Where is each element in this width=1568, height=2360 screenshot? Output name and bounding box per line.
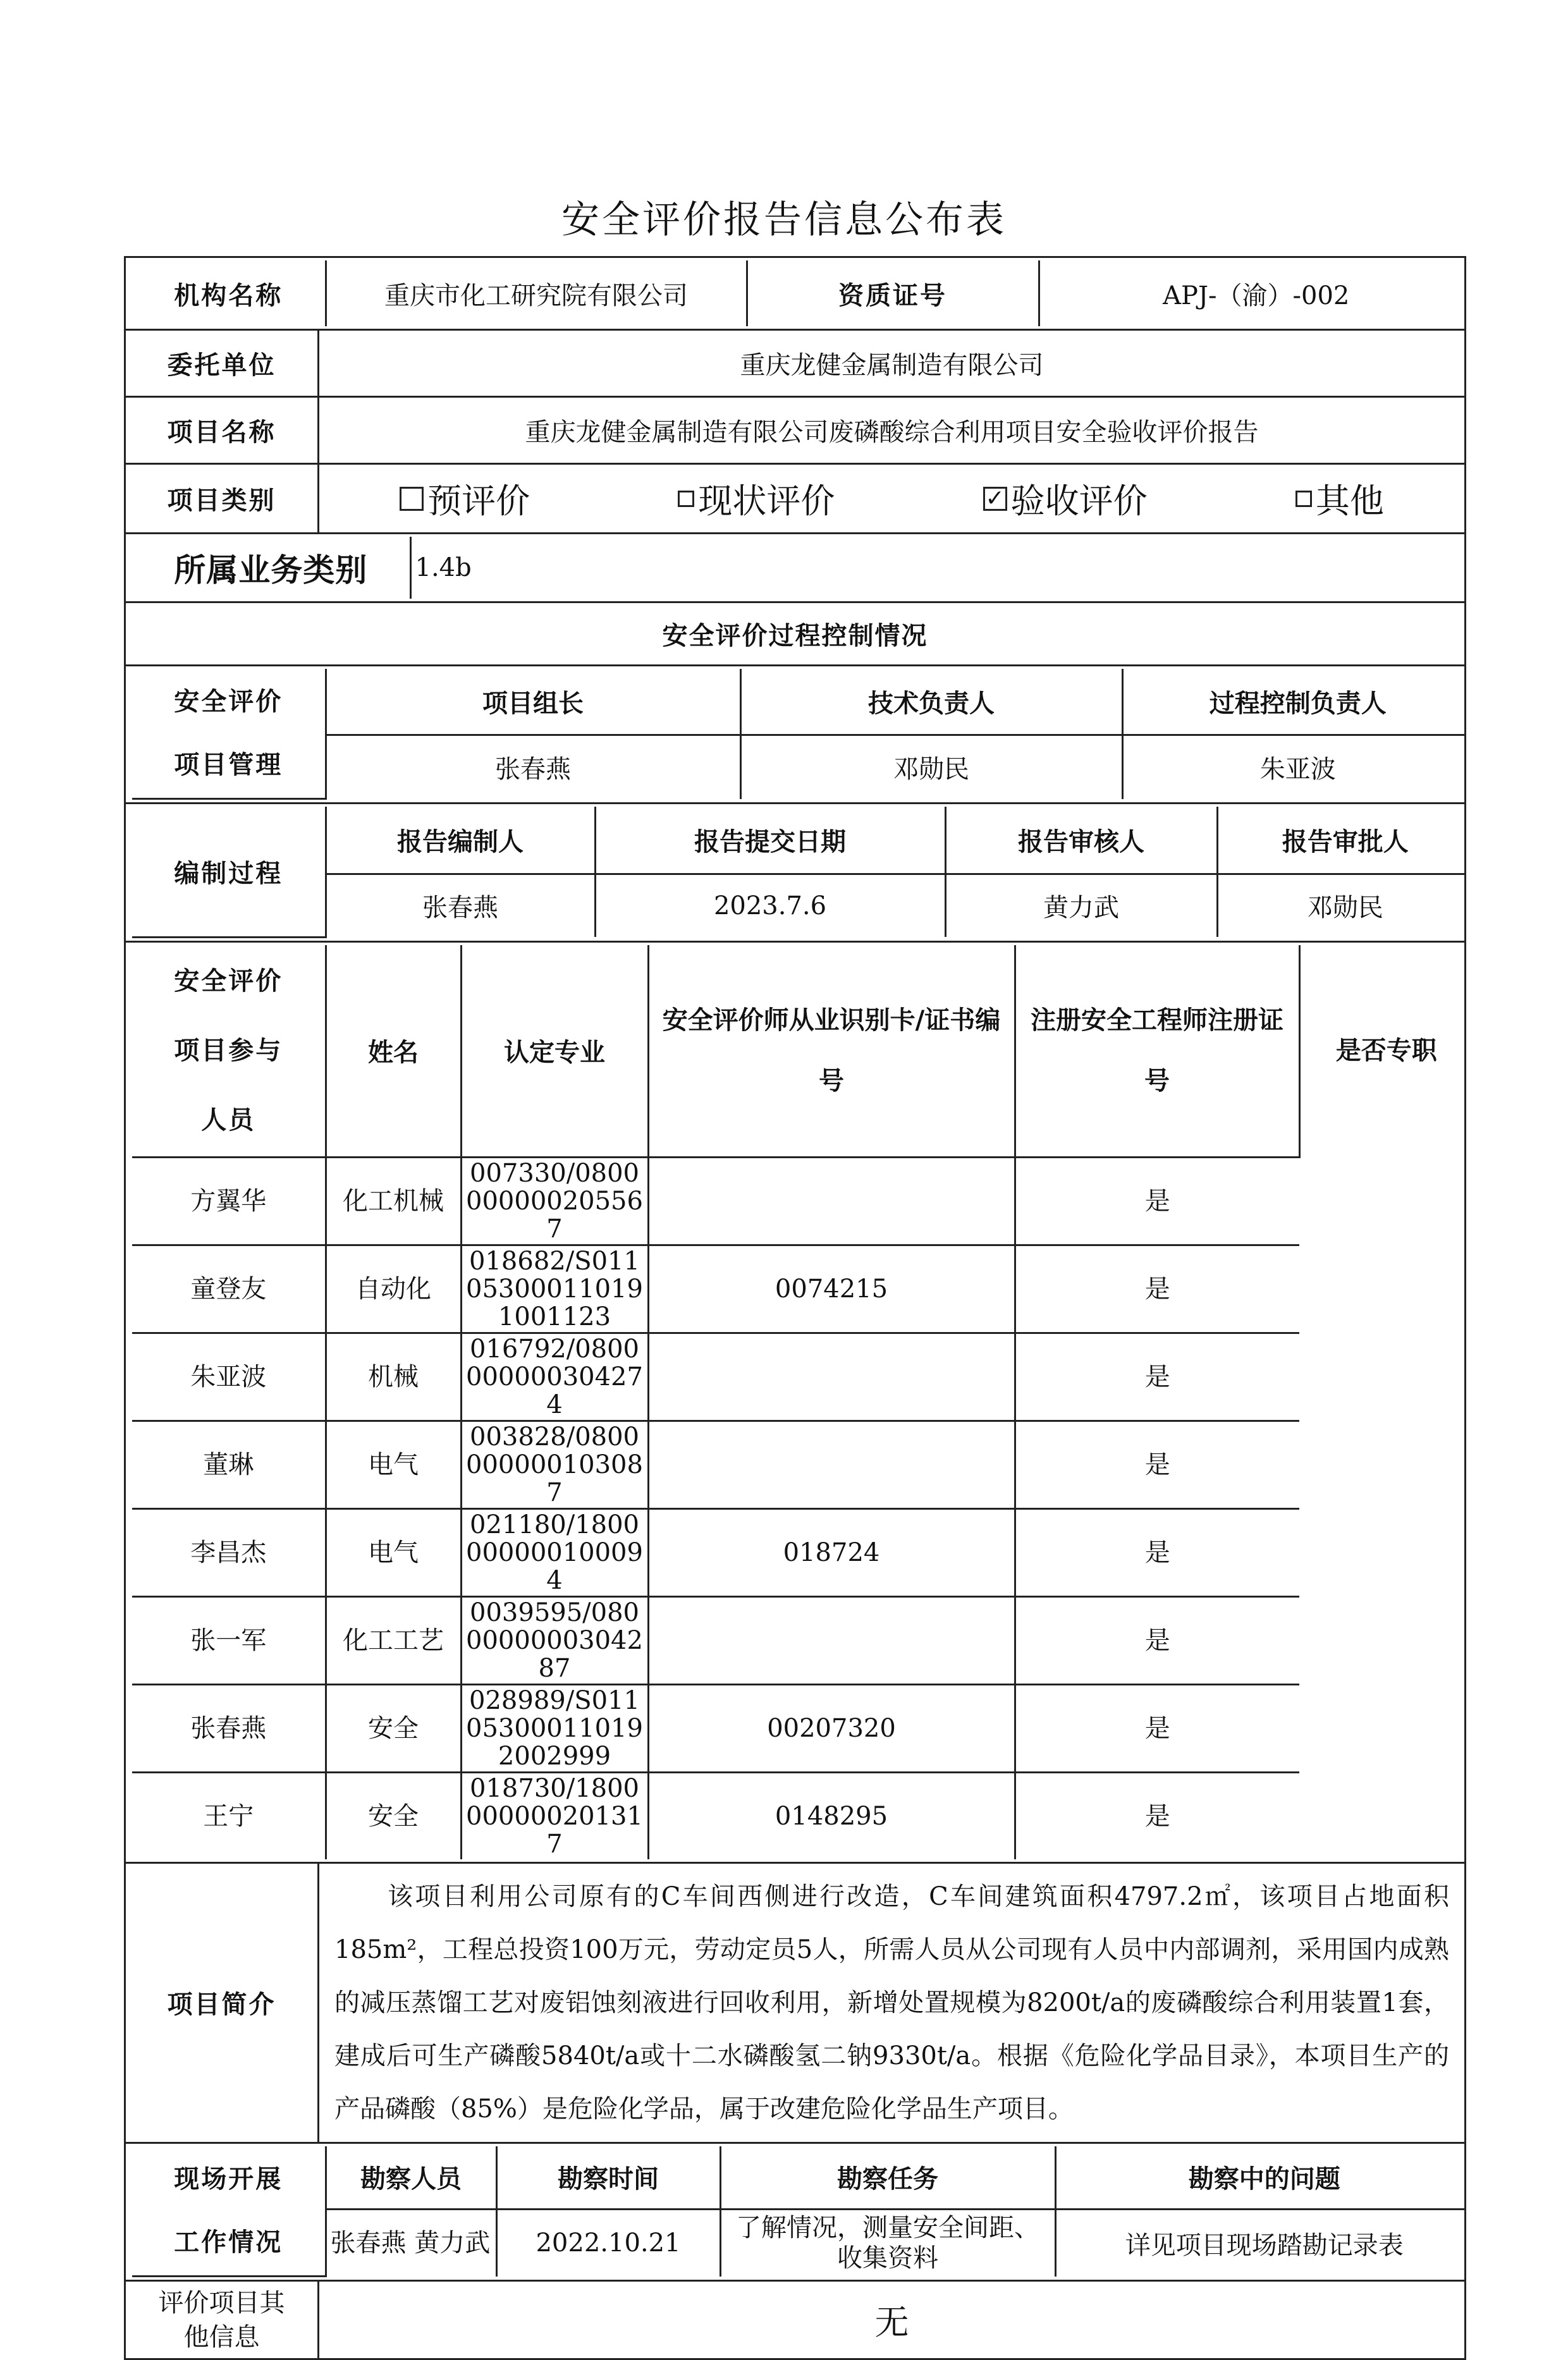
participant-name: 王宁 bbox=[132, 1772, 326, 1859]
participant-card: 0039595/0800000000304287 bbox=[461, 1596, 648, 1684]
participant-name: 张春燕 bbox=[132, 1684, 326, 1772]
participant-row bbox=[132, 1508, 1466, 1596]
checkbox-icon[interactable] bbox=[400, 487, 424, 511]
participant-fulltime: 是 bbox=[1015, 1421, 1299, 1508]
category-options bbox=[319, 464, 1466, 534]
compilation-value: 邓勋民 bbox=[1217, 874, 1466, 937]
business-value: 1.4b bbox=[410, 537, 1466, 599]
project-value: 重庆龙健金属制造有限公司废磷酸综合利用项目安全验收评价报告 bbox=[319, 397, 1466, 464]
site-label-line2: 工作情况 bbox=[174, 2227, 283, 2257]
participants-table bbox=[132, 945, 1466, 1859]
participant-major: 安全 bbox=[326, 1684, 461, 1772]
participant-card: 007330/0800000000205567 bbox=[461, 1157, 648, 1245]
site-value: 张春燕 黄力武 bbox=[326, 2210, 496, 2277]
participant-card: 016792/0800000000304274 bbox=[461, 1333, 648, 1421]
participants-header: 注册安全工程师注册证号 bbox=[1015, 945, 1299, 1158]
participant-card: 021180/1800000000100094 bbox=[461, 1508, 648, 1596]
participant-fulltime: 是 bbox=[1015, 1333, 1299, 1421]
participant-name: 朱亚波 bbox=[132, 1333, 326, 1421]
participant-card: 028989/S011053000110192002999 bbox=[461, 1684, 648, 1772]
site-value: 了解情况，测量安全间距、收集资料 bbox=[720, 2210, 1055, 2277]
compilation-value: 黄力武 bbox=[945, 874, 1217, 937]
business-row bbox=[125, 534, 1466, 602]
category-option-label: 现状评价 bbox=[698, 481, 835, 521]
management-label-line1: 安全评价 bbox=[174, 687, 283, 716]
participant-fulltime: 是 bbox=[1015, 1245, 1299, 1333]
participants-header: 是否专职 bbox=[1299, 945, 1466, 1158]
participant-reg bbox=[648, 1421, 1015, 1508]
business-label: 所属业务类别 bbox=[132, 537, 410, 599]
management-header: 技术负责人 bbox=[740, 669, 1122, 735]
participant-reg: 0148295 bbox=[648, 1772, 1015, 1859]
management-value: 邓勋民 bbox=[740, 735, 1122, 799]
summary-text: 该项目利用公司原有的C车间西侧进行改造，C车间建筑面积4797.2㎡，该项目占地面积185m²，工程总投资100万元，劳动定员5人，所需人员从公司现有人员中内部调剂，采用国内成熟的减压蒸馏工艺对废铝蚀刻液进行回收利用，新增处置规模为8200t/a的废磷酸综合利用装置1套，建成后可生产磷酸5840t/a或十二水磷酸氢二钠9330t/a。根据《危险化学品目录》，本项目生产的产品磷酸（85%）是危险化学品，属于改建危险化学品生产项目。 bbox=[319, 1862, 1466, 2143]
cert-value: APJ-（渝）-002 bbox=[1039, 260, 1466, 326]
other-label bbox=[125, 2281, 319, 2359]
participant-major: 电气 bbox=[326, 1421, 461, 1508]
project-label: 项目名称 bbox=[125, 397, 319, 464]
other-label-line1: 评价项目其 bbox=[158, 2288, 285, 2318]
site-label bbox=[132, 2146, 326, 2277]
participant-name: 李昌杰 bbox=[132, 1508, 326, 1596]
other-label-line2: 他信息 bbox=[183, 2322, 260, 2352]
participant-fulltime: 是 bbox=[1015, 1157, 1299, 1245]
category-option-label: 其他 bbox=[1315, 481, 1384, 521]
participant-fulltime: 是 bbox=[1015, 1772, 1299, 1859]
management-header: 项目组长 bbox=[326, 669, 740, 735]
management-header: 过程控制负责人 bbox=[1122, 669, 1466, 735]
compilation-header: 报告提交日期 bbox=[595, 807, 945, 874]
management-value: 朱亚波 bbox=[1122, 735, 1466, 799]
participant-row bbox=[132, 1684, 1466, 1772]
site-header: 勘察中的问题 bbox=[1055, 2146, 1466, 2210]
client-value: 重庆龙健金属制造有限公司 bbox=[319, 330, 1466, 397]
participant-row bbox=[132, 1157, 1466, 1245]
participants-header: 认定专业 bbox=[461, 945, 648, 1158]
participant-major: 化工工艺 bbox=[326, 1596, 461, 1684]
category-option[interactable] bbox=[400, 474, 530, 523]
summary-label: 项目简介 bbox=[125, 1862, 319, 2143]
org-value: 重庆市化工研究院有限公司 bbox=[326, 260, 747, 326]
participant-reg bbox=[648, 1157, 1015, 1245]
compilation-row bbox=[125, 804, 1466, 942]
category-label: 项目类别 bbox=[125, 464, 319, 534]
compilation-value: 2023.7.6 bbox=[595, 874, 945, 937]
participant-major: 电气 bbox=[326, 1508, 461, 1596]
category-option-label: 验收评价 bbox=[1010, 481, 1148, 521]
management-label-line2: 项目管理 bbox=[174, 750, 283, 780]
site-header: 勘察人员 bbox=[326, 2146, 496, 2210]
participants-label-line2: 项目参与 bbox=[174, 1036, 283, 1065]
participant-reg: 0074215 bbox=[648, 1245, 1015, 1333]
participant-row bbox=[132, 1421, 1466, 1508]
site-header: 勘察时间 bbox=[496, 2146, 720, 2210]
cert-label: 资质证号 bbox=[747, 260, 1039, 326]
participant-major: 机械 bbox=[326, 1333, 461, 1421]
participants-label-line3: 人员 bbox=[201, 1105, 256, 1135]
participant-row bbox=[132, 1772, 1466, 1859]
site-value: 2022.10.21 bbox=[496, 2210, 720, 2277]
client-label: 委托单位 bbox=[125, 330, 319, 397]
checkbox-icon[interactable] bbox=[1295, 491, 1312, 507]
participant-major: 化工机械 bbox=[326, 1157, 461, 1245]
participant-major: 自动化 bbox=[326, 1245, 461, 1333]
participant-name: 童登友 bbox=[132, 1245, 326, 1333]
participant-fulltime: 是 bbox=[1015, 1596, 1299, 1684]
management-value: 张春燕 bbox=[326, 735, 740, 799]
category-option-label: 预评价 bbox=[427, 481, 530, 521]
compilation-value: 张春燕 bbox=[326, 874, 595, 937]
participants-header: 姓名 bbox=[326, 945, 461, 1158]
org-label: 机构名称 bbox=[132, 260, 326, 326]
info-table bbox=[124, 256, 1466, 2360]
participant-reg: 018724 bbox=[648, 1508, 1015, 1596]
participant-reg: 00207320 bbox=[648, 1684, 1015, 1772]
participant-name: 董琳 bbox=[132, 1421, 326, 1508]
participant-row bbox=[132, 1333, 1466, 1421]
participant-row bbox=[132, 1245, 1466, 1333]
site-value: 详见项目现场踏勘记录表 bbox=[1055, 2210, 1466, 2277]
checkbox-checked-icon[interactable]: ✓ bbox=[983, 487, 1007, 511]
site-header: 勘察任务 bbox=[720, 2146, 1055, 2210]
site-label-line1: 现场开展 bbox=[174, 2164, 283, 2194]
participant-name: 方翼华 bbox=[132, 1157, 326, 1245]
checkbox-icon[interactable] bbox=[678, 491, 694, 507]
compilation-header: 报告审核人 bbox=[945, 807, 1217, 874]
other-value: 无 bbox=[319, 2281, 1466, 2359]
participant-reg bbox=[648, 1596, 1015, 1684]
participants-row bbox=[125, 941, 1466, 1862]
participant-fulltime: 是 bbox=[1015, 1508, 1299, 1596]
compilation-label: 编制过程 bbox=[132, 807, 326, 937]
participant-reg bbox=[648, 1333, 1015, 1421]
participants-label bbox=[132, 945, 326, 1158]
category-option[interactable] bbox=[678, 474, 835, 523]
participant-card: 018682/S011053000110191001123 bbox=[461, 1245, 648, 1333]
category-option[interactable] bbox=[983, 474, 1148, 523]
compilation-header: 报告审批人 bbox=[1217, 807, 1466, 874]
org-row bbox=[125, 257, 1466, 330]
category-option[interactable] bbox=[1295, 474, 1384, 523]
participant-fulltime: 是 bbox=[1015, 1684, 1299, 1772]
participant-major: 安全 bbox=[326, 1772, 461, 1859]
management-label bbox=[132, 669, 326, 799]
participant-row bbox=[132, 1596, 1466, 1684]
compilation-header: 报告编制人 bbox=[326, 807, 595, 874]
participant-name: 张一军 bbox=[132, 1596, 326, 1684]
participant-card: 003828/0800000000103087 bbox=[461, 1421, 648, 1508]
process-section-title: 安全评价过程控制情况 bbox=[125, 602, 1466, 666]
site-row bbox=[125, 2143, 1466, 2281]
participant-card: 018730/1800000000201317 bbox=[461, 1772, 648, 1859]
participants-label-line1: 安全评价 bbox=[174, 966, 283, 996]
page-title: 安全评价报告信息公布表 bbox=[561, 198, 1007, 242]
management-row bbox=[125, 666, 1466, 804]
participants-header: 安全评价师从业识别卡/证书编号 bbox=[648, 945, 1015, 1158]
